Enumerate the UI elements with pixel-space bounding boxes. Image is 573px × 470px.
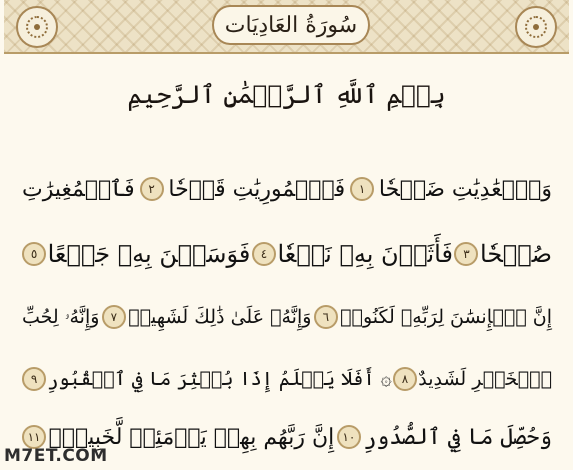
verse-line (22, 231, 552, 277)
surah-title: سُورَةُ العَادِيَات (224, 12, 358, 38)
ayah-number-marker: ٦ (314, 305, 338, 329)
verse-text: وَإِنَّهُۥ عَلَىٰ ذَٰلِكَ لَشَهِيدٞ (128, 306, 312, 328)
verse-line (22, 294, 552, 340)
ayah-number-marker: ١١ (22, 425, 46, 449)
verse-text: وَحُصِّلَ مَا فِي ٱلصُّدُورِ (363, 424, 552, 450)
surah-title-cartouche (212, 5, 370, 45)
ayah-number-marker: ٧ (102, 305, 126, 329)
basmala: بِسۡمِ ٱللَّهِ ٱلرَّحۡمَٰنِ ٱلرَّحِيمِ (127, 80, 446, 109)
ayah-number-marker: ٨ (393, 367, 417, 391)
ayah-number-marker: ٣ (454, 242, 478, 266)
ayah-number-marker: ٤ (252, 242, 276, 266)
ayah-number-marker: ٥ (22, 242, 46, 266)
ayah-number-marker: ٢ (140, 177, 164, 201)
site-watermark: M7ET.COM (4, 446, 108, 466)
verse-text: فَٱلۡمُورِيَٰتِ قَدۡحٗا (168, 176, 346, 202)
verse-text: إِنَّ ٱلۡإِنسَٰنَ لِرَبِّهِۦ لَكَنُودٞ (340, 306, 552, 328)
verse-text: إِنَّ رَبَّهُم بِهِمۡ يَوۡمَئِذٖ لَّخَبِيرُۢ (48, 424, 335, 450)
rosette-ornament-icon (515, 6, 557, 48)
ayah-number-marker: ١ (350, 177, 374, 201)
verse-line (22, 166, 552, 212)
verse-text: وَٱلۡعَٰدِيَٰتِ ضَبۡحٗا (378, 176, 552, 202)
rosette-ornament-icon (16, 6, 58, 48)
verse-text: فَٱلۡمُغِيرَٰتِ (22, 176, 135, 202)
ayah-number-marker: ١٠ (337, 425, 361, 449)
verse-text: فَوَسَطۡنَ بِهِۦ جَمۡعًا (47, 240, 251, 268)
verse-text: فَأَثَرۡنَ بِهِۦ نَقۡعٗا (277, 240, 453, 268)
surah-header-ornament (4, 0, 569, 54)
verse-text: ٱلۡخَيۡرِ لَشَدِيدٌ (418, 368, 552, 390)
ayah-number-marker: ٩ (22, 367, 46, 391)
verse-text: ۞ أَفَلَا يَعۡلَمُ إِذَا بُعۡثِرَ مَا فِي ٱلۡقُبُورِ (47, 368, 392, 390)
verse-text: وَإِنَّهُۥ لِحُبِّ (22, 306, 100, 328)
verse-line (22, 356, 552, 402)
verse-text: صُبۡحٗا (480, 240, 552, 268)
